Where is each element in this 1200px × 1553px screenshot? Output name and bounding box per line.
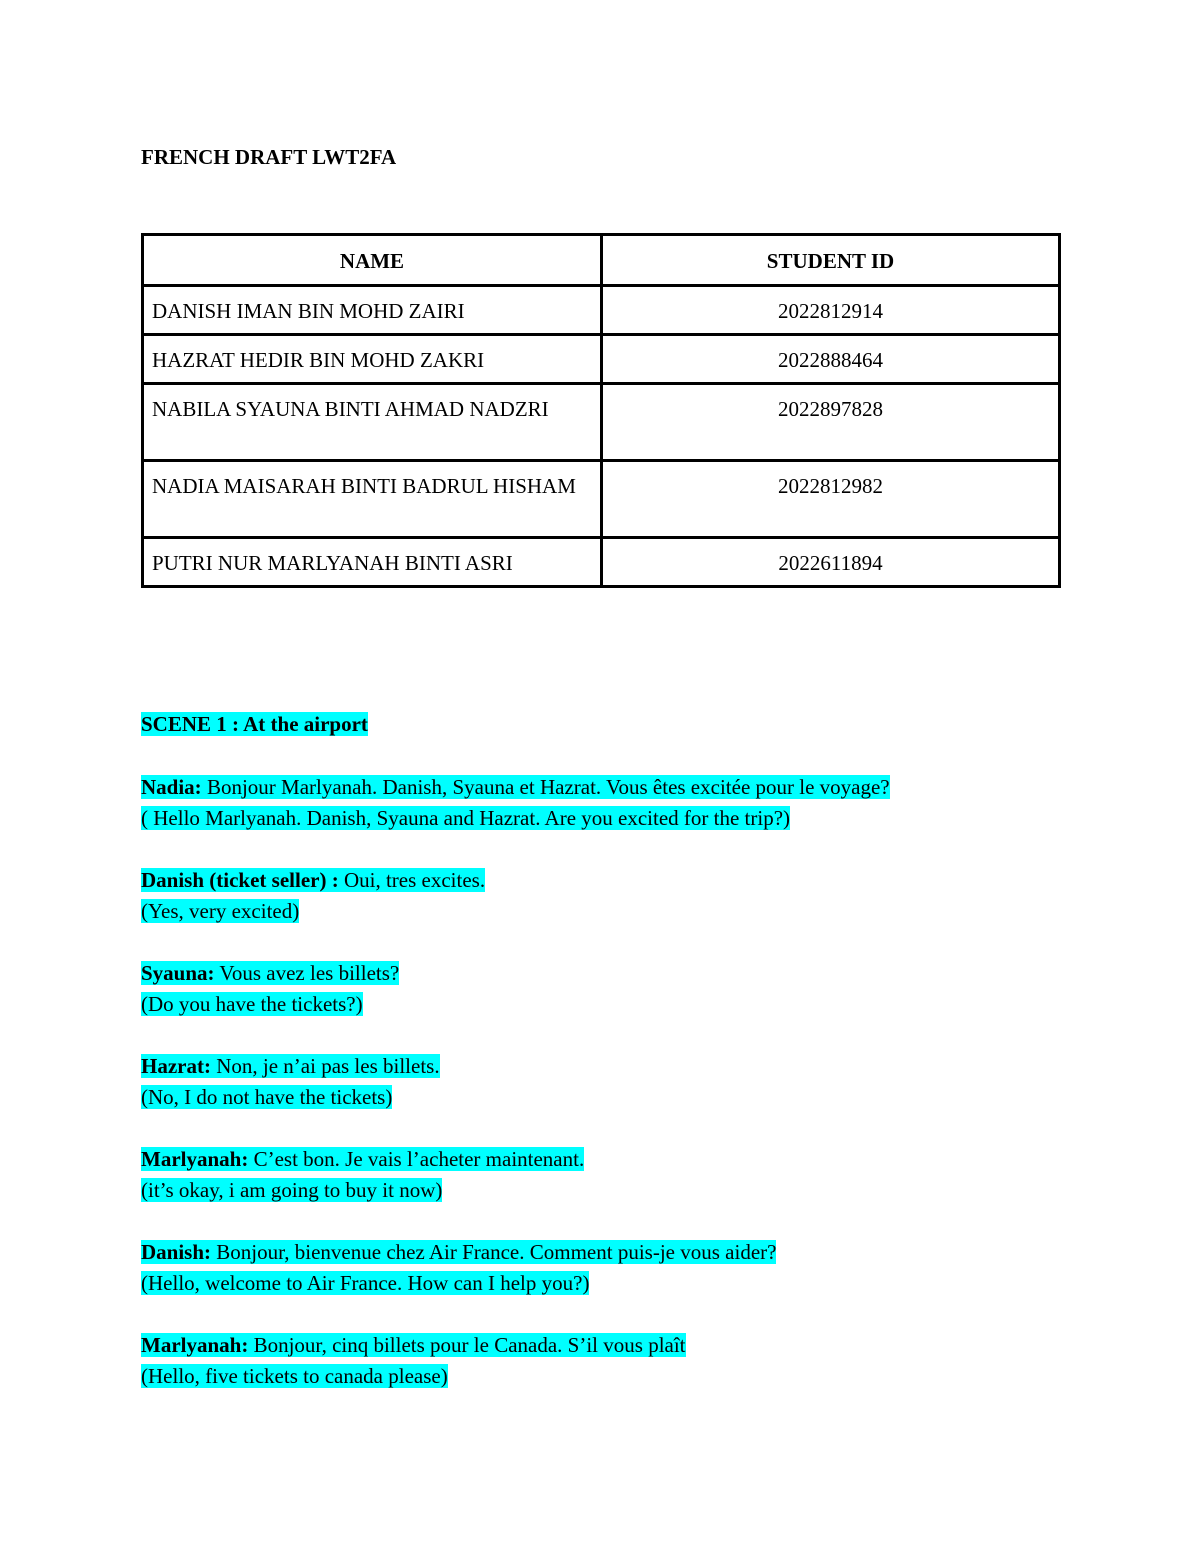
dialogue-turn bbox=[141, 958, 1101, 1020]
speaker-name: Danish (ticket seller) : bbox=[141, 868, 339, 892]
student-name-cell: NADIA MAISARAH BINTI BADRUL HISHAM bbox=[143, 461, 602, 538]
english-line bbox=[141, 1361, 1101, 1392]
student-name-cell: HAZRAT HEDIR BIN MOHD ZAKRI bbox=[143, 335, 602, 384]
dialogue-turn bbox=[141, 1237, 1101, 1299]
table-row bbox=[143, 384, 1060, 461]
dialogue-turn bbox=[141, 1051, 1101, 1113]
english-text: (Yes, very excited) bbox=[141, 899, 300, 923]
english-line bbox=[141, 1268, 1101, 1299]
scene-heading-text: SCENE 1 : At the airport bbox=[141, 712, 368, 736]
english-text: (Hello, five tickets to canada please) bbox=[141, 1364, 448, 1388]
scene-heading bbox=[141, 709, 1101, 740]
student-name-cell: PUTRI NUR MARLYANAH BINTI ASRI bbox=[143, 538, 602, 587]
french-text: Non, je n’ai pas les billets. bbox=[210, 1054, 440, 1078]
french-text: Bonjour, cinq billets pour le Canada. S’il vous plaît bbox=[248, 1333, 686, 1357]
student-id-cell: 2022888464 bbox=[602, 335, 1060, 384]
table-row bbox=[143, 461, 1060, 538]
student-name-cell: DANISH IMAN BIN MOHD ZAIRI bbox=[143, 286, 602, 335]
french-text: Bonjour, bienvenue chez Air France. Comment puis-je vous aider? bbox=[211, 1240, 777, 1264]
document-title: FRENCH DRAFT LWT2FA bbox=[141, 145, 397, 169]
speaker-name: Danish: bbox=[141, 1240, 212, 1264]
student-id-cell: 2022812914 bbox=[602, 286, 1060, 335]
french-line bbox=[141, 1237, 1101, 1268]
english-text: (it’s okay, i am going to buy it now) bbox=[141, 1178, 443, 1202]
french-text: Oui, tres excites. bbox=[338, 868, 486, 892]
table-row bbox=[143, 286, 1060, 335]
name-column-header: NAME bbox=[143, 235, 602, 286]
student-name-cell: NABILA SYAUNA BINTI AHMAD NADZRI bbox=[143, 384, 602, 461]
table-header-row bbox=[143, 235, 1060, 286]
student-id-cell: 2022897828 bbox=[602, 384, 1060, 461]
speaker-name: Marlyanah: bbox=[141, 1147, 249, 1171]
english-line bbox=[141, 896, 1101, 927]
english-line bbox=[141, 1175, 1101, 1206]
english-line bbox=[141, 803, 1101, 834]
french-line bbox=[141, 1330, 1101, 1361]
french-text: Vous avez les billets? bbox=[214, 961, 400, 985]
french-line bbox=[141, 958, 1101, 989]
speaker-name: Nadia: bbox=[141, 775, 202, 799]
student-id-cell: 2022611894 bbox=[602, 538, 1060, 587]
french-text: Bonjour Marlyanah. Danish, Syauna et Hazrat. Vous êtes excitée pour le voyage? bbox=[201, 775, 890, 799]
table-row bbox=[143, 335, 1060, 384]
english-text: (Do you have the tickets?) bbox=[141, 992, 363, 1016]
french-text: C’est bon. Je vais l’acheter maintenant. bbox=[248, 1147, 585, 1171]
table-row bbox=[143, 538, 1060, 587]
english-line bbox=[141, 989, 1101, 1020]
french-line bbox=[141, 1144, 1101, 1175]
student-table bbox=[141, 233, 1061, 588]
speaker-name: Hazrat: bbox=[141, 1054, 211, 1078]
english-text: (No, I do not have the tickets) bbox=[141, 1085, 393, 1109]
english-line bbox=[141, 1082, 1101, 1113]
english-text: ( Hello Marlyanah. Danish, Syauna and Hazrat. Are you excited for the trip?) bbox=[141, 806, 791, 830]
speaker-name: Marlyanah: bbox=[141, 1333, 249, 1357]
dialogue-turn bbox=[141, 772, 1101, 834]
scene-script bbox=[141, 709, 1101, 1423]
english-text: (Hello, welcome to Air France. How can I help you?) bbox=[141, 1271, 590, 1295]
student-id-cell: 2022812982 bbox=[602, 461, 1060, 538]
dialogue-turn bbox=[141, 1330, 1101, 1392]
french-line bbox=[141, 865, 1101, 896]
speaker-name: Syauna: bbox=[141, 961, 215, 985]
dialogue-turn bbox=[141, 865, 1101, 927]
french-line bbox=[141, 1051, 1101, 1082]
dialogue-turn bbox=[141, 1144, 1101, 1206]
french-line bbox=[141, 772, 1101, 803]
student-id-column-header: STUDENT ID bbox=[602, 235, 1060, 286]
